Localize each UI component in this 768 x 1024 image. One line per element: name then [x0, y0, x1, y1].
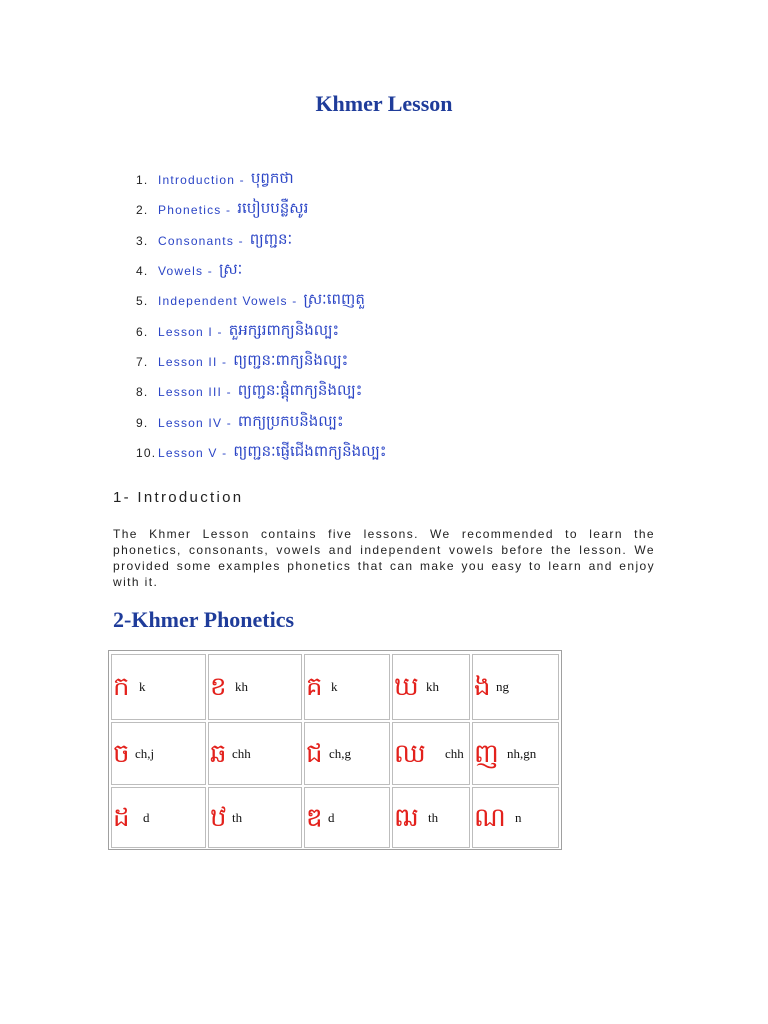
- toc-link-consonants[interactable]: [158, 230, 292, 252]
- khmer-consonant: ជ: [306, 738, 323, 769]
- toc-link-khmer: ស្រៈពេញតួ: [303, 290, 365, 309]
- toc-item: [136, 438, 748, 468]
- toc-link-khmer: ព្យញ្ជនៈផ្តុំពាក្យនិងល្បះ: [237, 381, 363, 400]
- toc-link-khmer: ពាក្យប្រកបនិងល្បះ: [237, 411, 344, 430]
- introduction-paragraph: The Khmer Lesson contains five lessons. We recommended to learn the phonetics, consonants, vowels and independent vowels before the lesson. We provided some examples phonetics that can make you easy to learn and enjoy with it.: [113, 527, 655, 589]
- consonant-cell: [304, 654, 390, 720]
- toc-item: [136, 286, 748, 316]
- khmer-consonant: ក: [113, 672, 130, 702]
- toc-item: [136, 347, 748, 377]
- consonant-cell: [208, 654, 302, 720]
- toc-link-khmer: របៀបបន្លឺសូរ: [237, 199, 309, 218]
- toc-item: [136, 407, 748, 437]
- toc-number: 1.: [136, 173, 149, 188]
- toc-link-label: Lesson III -: [158, 385, 232, 400]
- khmer-consonant: ឈ: [394, 738, 426, 769]
- toc-link-label: Lesson V -: [158, 445, 228, 460]
- romanization: ch,g: [329, 745, 352, 761]
- romanization: chh: [445, 745, 464, 761]
- khmer-consonant: ង: [474, 672, 491, 702]
- toc-link-lesson-1[interactable]: [158, 321, 339, 343]
- khmer-consonant: ឌ: [306, 802, 323, 833]
- toc-link-label: Introduction -: [158, 173, 245, 188]
- phonetics-table: [108, 650, 562, 850]
- consonant-cell: [392, 787, 470, 848]
- consonant-cell: [208, 787, 302, 848]
- consonant-cell: [111, 722, 206, 785]
- toc-link-independent-vowels[interactable]: [158, 290, 365, 312]
- table-of-contents: [136, 165, 748, 468]
- consonant-cell: [392, 654, 470, 720]
- toc-link-lesson-4[interactable]: [158, 412, 344, 434]
- toc-number: 10.: [136, 445, 157, 460]
- introduction-heading: 1- Introduction: [113, 489, 244, 506]
- consonant-cell: [472, 787, 559, 848]
- khmer-consonant: ច: [113, 738, 130, 769]
- toc-link-label: Phonetics -: [158, 203, 232, 218]
- toc-link-lesson-3[interactable]: [158, 381, 362, 403]
- khmer-consonant: ឋ: [210, 802, 227, 833]
- toc-link-lesson-5[interactable]: [158, 442, 387, 464]
- khmer-consonant: ណ: [474, 802, 506, 833]
- romanization: n: [515, 809, 522, 825]
- toc-number: 9.: [136, 415, 149, 430]
- romanization: k: [139, 679, 146, 694]
- toc-item: [136, 226, 748, 256]
- toc-link-khmer: បុព្វកថា: [250, 169, 294, 188]
- toc-item: [136, 165, 748, 195]
- toc-item: [136, 316, 748, 346]
- toc-link-label: Lesson IV -: [158, 415, 232, 430]
- consonant-cell: [472, 722, 559, 785]
- page-title: Khmer Lesson: [315, 91, 453, 116]
- toc-link-phonetics[interactable]: [158, 199, 308, 221]
- romanization: d: [143, 809, 150, 825]
- toc-link-label: Vowels -: [158, 264, 213, 279]
- khmer-consonant: ដ: [113, 802, 130, 833]
- toc-link-khmer: តួអក្សរពាក្យនិងល្បះ: [228, 320, 340, 339]
- toc-link-khmer: ស្រៈ: [218, 260, 243, 279]
- toc-link-lesson-2[interactable]: [158, 351, 348, 373]
- toc-link-vowels[interactable]: [158, 260, 242, 282]
- toc-item: [136, 256, 748, 286]
- toc-link-khmer: ព្យញ្ជនៈ: [249, 229, 293, 248]
- khmer-consonant: ខ: [210, 672, 227, 702]
- toc-link-khmer: ព្យញ្ជនៈពាក្យនិងល្បះ: [233, 350, 349, 369]
- consonant-cell: [392, 722, 470, 785]
- romanization: ch,j: [135, 745, 155, 761]
- toc-item: [136, 377, 748, 407]
- toc-number: 2.: [136, 203, 149, 218]
- romanization: d: [328, 809, 335, 825]
- khmer-consonant: ឃ: [394, 672, 419, 702]
- romanization: ng: [496, 679, 509, 694]
- toc-number: 4.: [136, 264, 149, 279]
- consonant-cell: [472, 654, 559, 720]
- consonant-cell: [111, 787, 206, 848]
- toc-number: 3.: [136, 233, 149, 248]
- romanization: th: [232, 809, 243, 825]
- phonetics-heading: 2-Khmer Phonetics: [113, 607, 295, 632]
- romanization: chh: [232, 745, 251, 761]
- romanization: k: [331, 679, 338, 694]
- toc-link-label: Lesson I -: [158, 324, 223, 339]
- toc-link-label: Consonants -: [158, 233, 244, 248]
- consonant-cell: [304, 722, 390, 785]
- romanization: th: [428, 809, 439, 825]
- khmer-consonant: ញ: [474, 738, 499, 769]
- toc-number: 5.: [136, 294, 149, 309]
- toc-link-khmer: ព្យញ្ជនៈផ្ញើជើងពាក្យនិងល្បះ: [233, 441, 387, 460]
- romanization: nh,gn: [507, 745, 537, 761]
- khmer-consonant: គ: [306, 672, 323, 702]
- romanization: kh: [426, 679, 439, 694]
- toc-number: 7.: [136, 354, 149, 369]
- toc-link-introduction[interactable]: [158, 169, 294, 191]
- consonant-cell: [111, 654, 206, 720]
- khmer-consonant: ឆ: [210, 738, 227, 769]
- toc-item: [136, 195, 748, 225]
- toc-link-label: Independent Vowels -: [158, 294, 298, 309]
- toc-link-label: Lesson II -: [158, 354, 228, 369]
- khmer-consonant: ឍ: [394, 802, 419, 833]
- toc-number: 8.: [136, 385, 149, 400]
- consonant-cell: [208, 722, 302, 785]
- romanization: kh: [235, 679, 248, 694]
- toc-number: 6.: [136, 324, 149, 339]
- consonant-cell: [304, 787, 390, 848]
